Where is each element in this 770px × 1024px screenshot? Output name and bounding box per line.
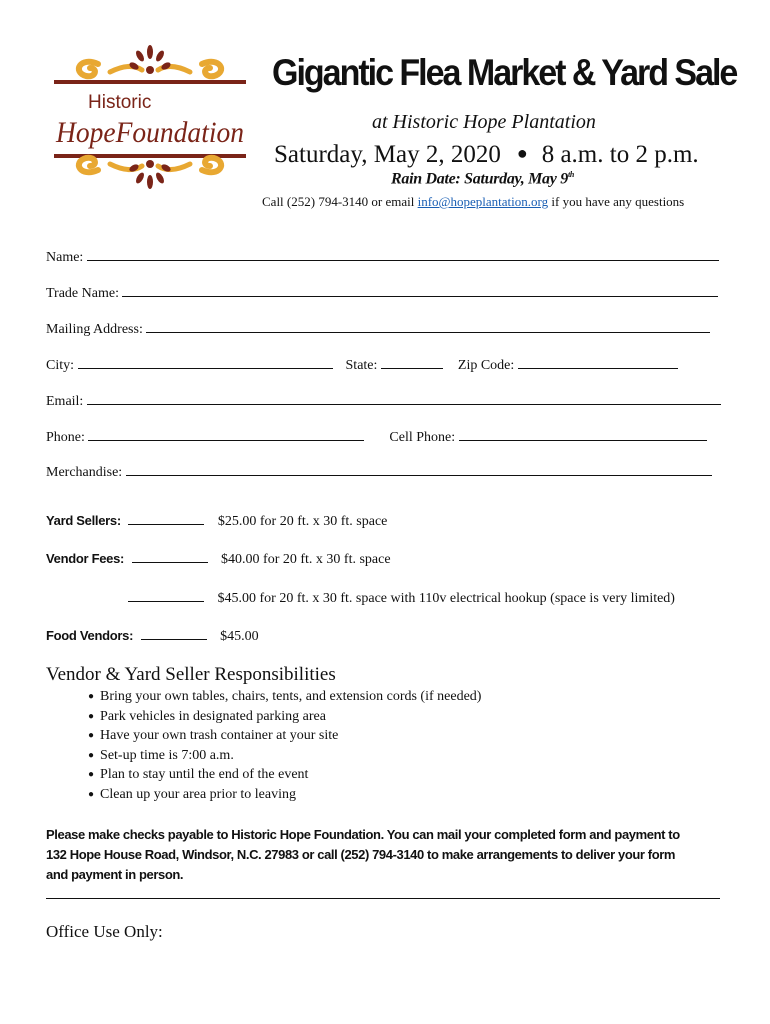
list-item: ● Clean up your area prior to leaving: [88, 787, 481, 807]
payment-line-1: Please make checks payable to Historic Hope Foundation. You can mail your completed form and payment to: [46, 827, 680, 842]
event-date: Saturday, May 2, 2020: [274, 141, 501, 168]
rain-date: [391, 170, 574, 188]
page-title: Gigantic Flea Market & Yard Sale: [272, 52, 737, 93]
phone-label: Phone:: [46, 430, 85, 445]
responsibilities-title: Vendor & Yard Seller Responsibilities: [46, 664, 336, 685]
logo-line1: Historic: [88, 92, 152, 113]
trade-name-label: Trade Name:: [46, 286, 119, 301]
electrical-blank[interactable]: [128, 589, 204, 602]
state-field[interactable]: [381, 356, 443, 369]
logo-bottom-flourish: [79, 158, 221, 189]
name-label: Name:: [46, 250, 84, 265]
list-item: ● Set-up time is 7:00 a.m.: [88, 748, 481, 768]
payment-instructions: [46, 825, 736, 885]
logo-line2: HopeFoundation: [55, 116, 244, 149]
vendor-fees-blank[interactable]: [132, 550, 208, 563]
payment-line-3: and payment in person.: [46, 867, 184, 882]
historic-hope-foundation-logo: [50, 42, 250, 192]
yard-sellers-price: $25.00 for 20 ft. x 30 ft. space: [217, 514, 388, 529]
food-vendors-price: $45.00: [220, 629, 259, 644]
vendor-fees-row: [46, 550, 391, 568]
state-label: State:: [345, 358, 378, 373]
cell-phone-field[interactable]: [459, 428, 707, 441]
bullet-separator: ●: [516, 143, 528, 163]
food-vendors-row: [46, 627, 259, 645]
phone-field[interactable]: [88, 428, 364, 441]
zip-label: Zip Code:: [457, 358, 515, 373]
list-item: ● Plan to stay until the end of the event: [88, 767, 481, 787]
contact-email-link[interactable]: info@hopeplantation.org: [417, 194, 549, 209]
electrical-row: [128, 589, 675, 607]
mailing-address-row: [46, 320, 710, 338]
email-field[interactable]: [87, 392, 721, 405]
zip-field[interactable]: [518, 356, 678, 369]
email-row: [46, 392, 721, 410]
office-use-label: Office Use Only:: [46, 922, 163, 941]
merchandise-field[interactable]: [126, 463, 712, 476]
divider: [46, 898, 720, 899]
merchandise-label: Merchandise:: [46, 465, 123, 480]
rain-date-text: Rain Date: Saturday, May 9: [391, 170, 568, 188]
food-vendors-label: Food Vendors:: [46, 628, 134, 643]
electrical-price: $45.00 for 20 ft. x 30 ft. space with 110v electrical hookup (space is very limited): [217, 591, 675, 606]
yard-sellers-row: [46, 512, 387, 530]
mailing-address-field[interactable]: [146, 320, 710, 333]
list-item: ● Park vehicles in designated parking area: [88, 709, 481, 729]
logo-top-flourish: [79, 45, 221, 76]
contact-line: [262, 194, 684, 210]
trade-name-field[interactable]: [122, 284, 718, 297]
list-item: ● Bring your own tables, chairs, tents, and extension cords (if needed): [88, 689, 481, 709]
responsibilities-list: [88, 689, 481, 807]
city-label: City:: [46, 358, 75, 373]
contact-prefix: Call (252) 794-3140 or email: [262, 194, 415, 209]
event-dateline: [274, 141, 699, 169]
name-row: [46, 248, 719, 266]
trade-name-row: [46, 284, 718, 302]
vendor-fees-price: $40.00 for 20 ft. x 30 ft. space: [221, 552, 391, 567]
list-item: ● Have your own trash container at your site: [88, 728, 481, 748]
food-vendors-blank[interactable]: [141, 627, 207, 640]
rain-date-suffix: th: [567, 170, 575, 179]
name-field[interactable]: [87, 248, 719, 261]
vendor-fees-label: Vendor Fees:: [46, 551, 125, 566]
city-state-zip-row: [46, 356, 678, 374]
cell-phone-label: Cell Phone:: [389, 430, 456, 445]
event-time: 8 a.m. to 2 p.m.: [541, 141, 699, 168]
mailing-address-label: Mailing Address:: [46, 322, 143, 337]
phone-row: [46, 428, 707, 446]
city-field[interactable]: [78, 356, 333, 369]
yard-sellers-blank[interactable]: [128, 512, 204, 525]
contact-suffix: if you have any questions: [551, 194, 685, 209]
page-subtitle: at Historic Hope Plantation: [372, 111, 596, 133]
payment-line-2: 132 Hope House Road, Windsor, N.C. 27983 or call (252) 794-3140 to make arrangements to deliver your form: [46, 847, 676, 862]
merchandise-row: [46, 463, 712, 481]
yard-sellers-label: Yard Sellers:: [46, 513, 121, 528]
email-label: Email:: [46, 394, 84, 409]
